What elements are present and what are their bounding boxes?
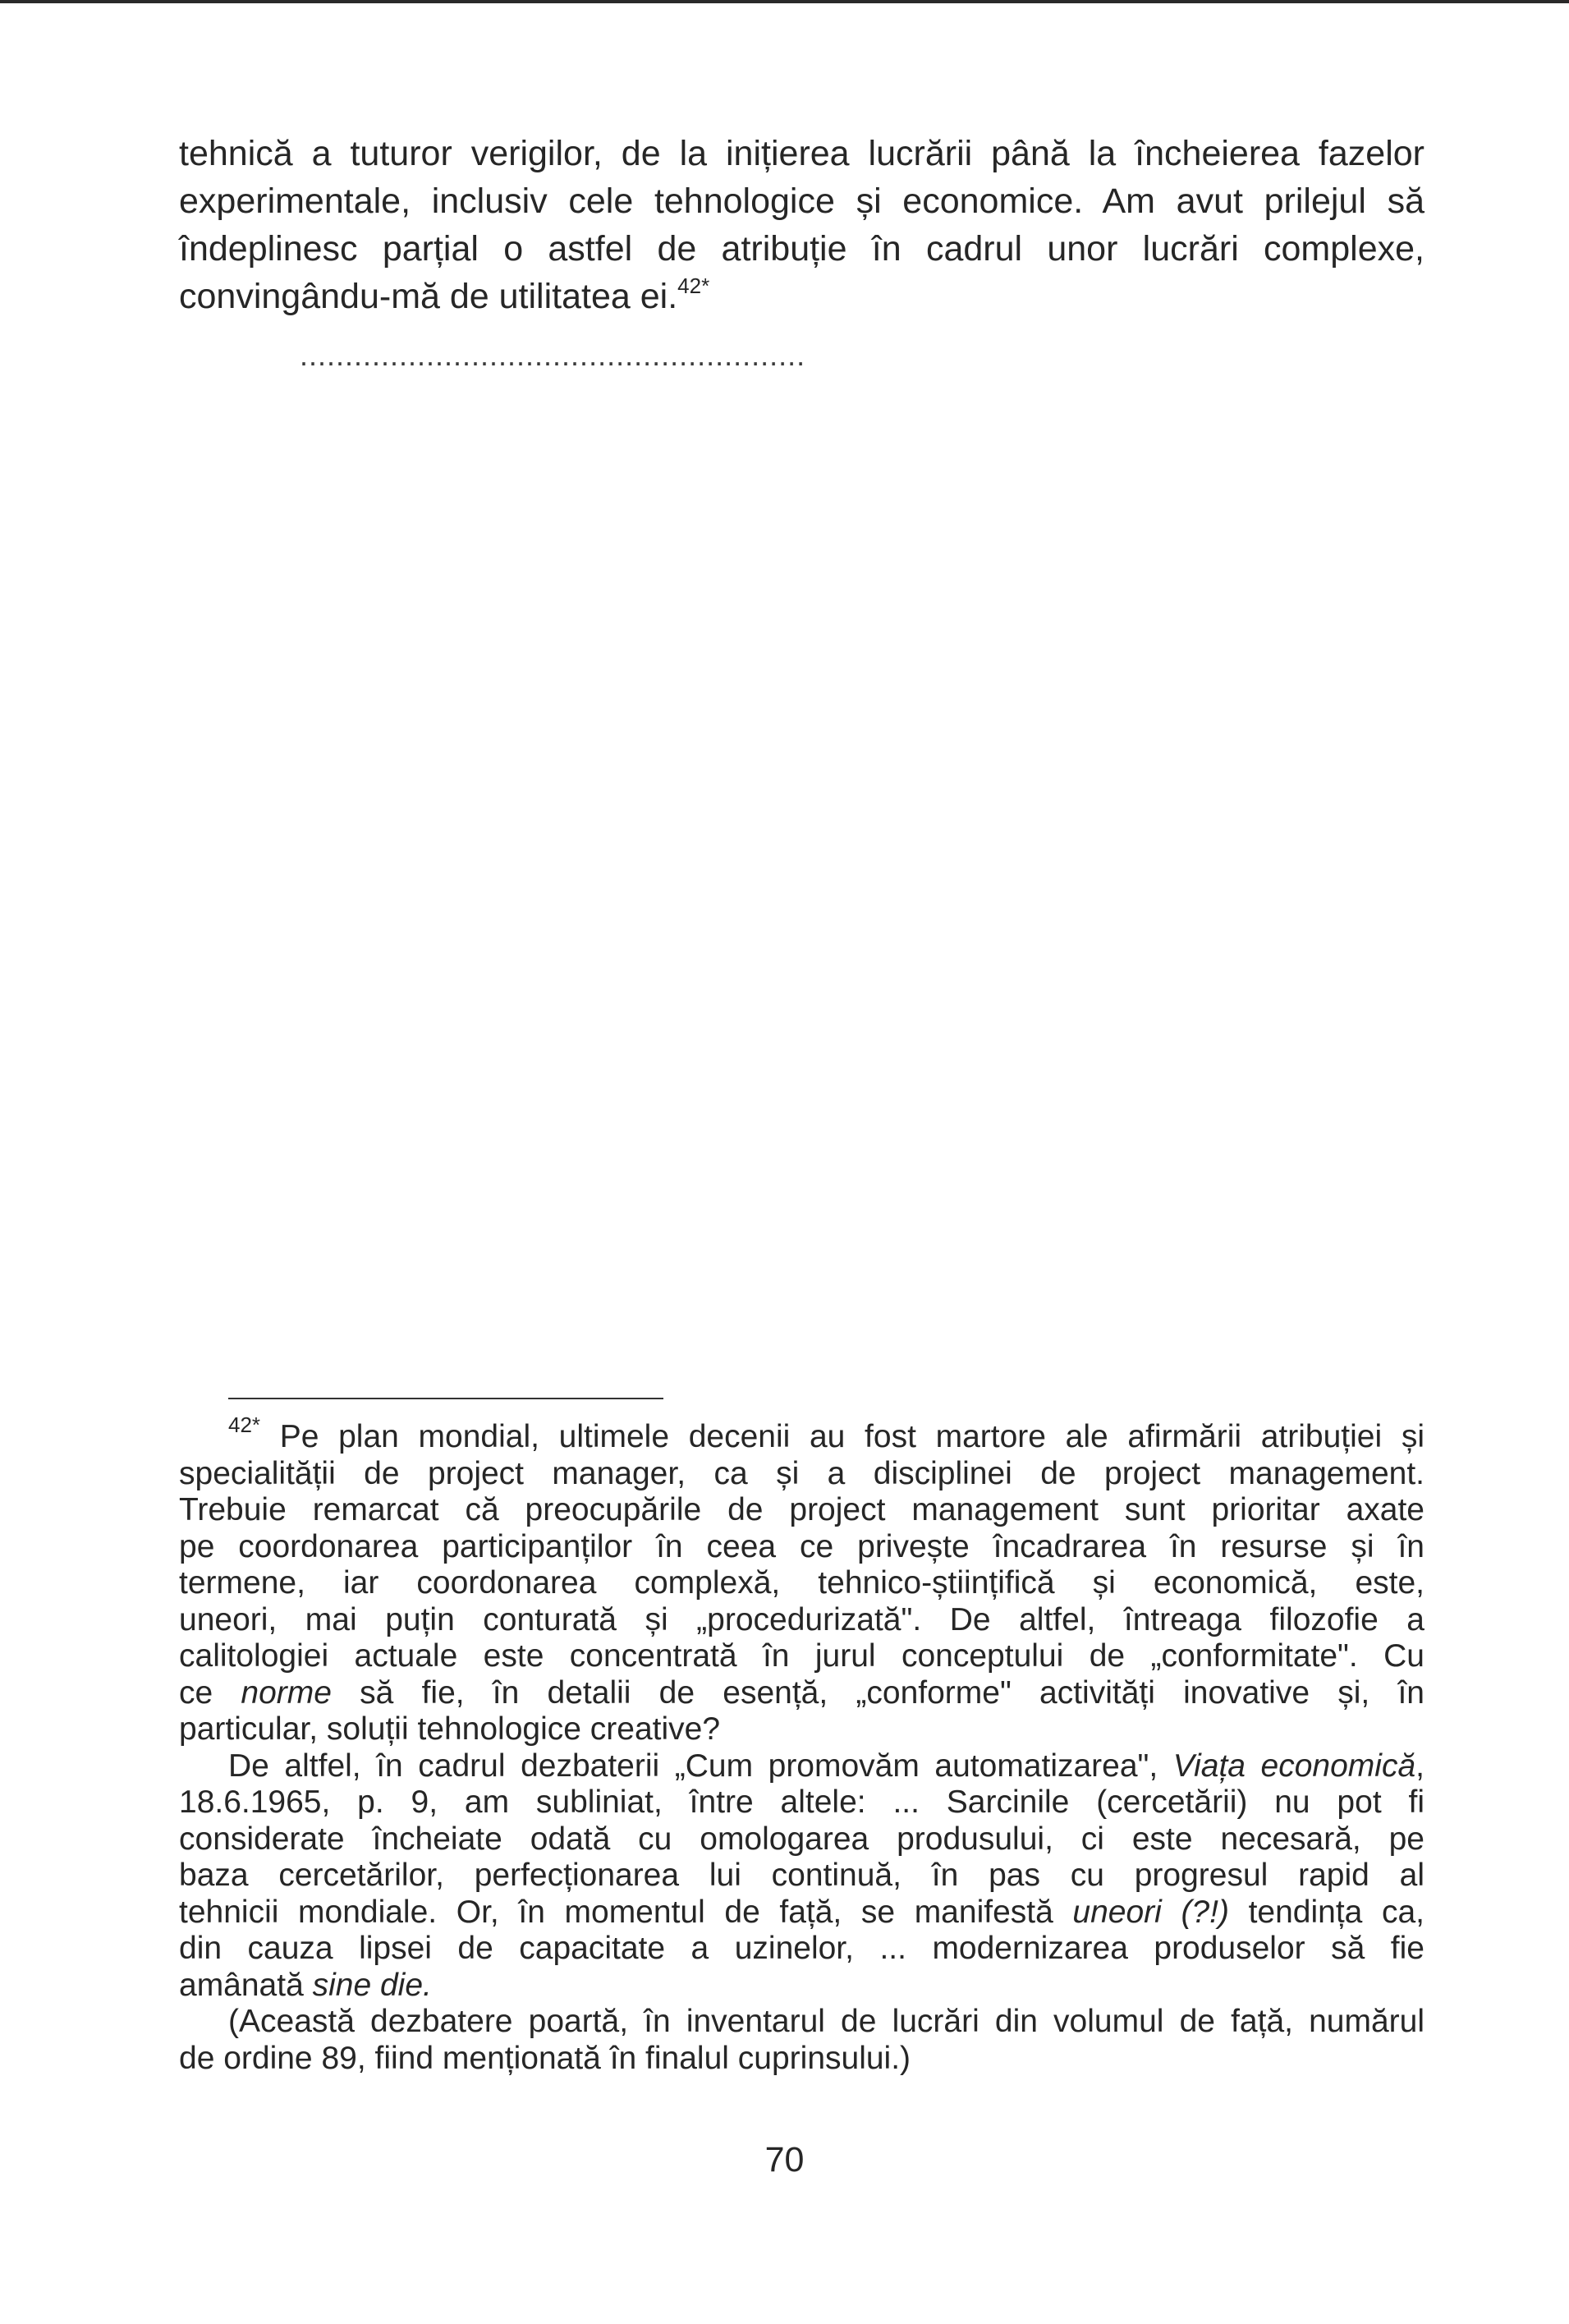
footnote-line (179, 1412, 1424, 1456)
body-line-3: îndeplinesc parțial o astfel de atribuție în cadrul unor lucrări complexe, (179, 229, 1424, 269)
emphasis-text: sine die. (312, 1967, 432, 2003)
body-line-1: tehnică a tuturor verigilor, de la inițierea lucrării până la încheierea fazelor (179, 134, 1424, 173)
footnote-line: specialității de project manager, ca și a disciplinei de project management. (179, 1455, 1424, 1491)
emphasis-text: Viața economică (1172, 1748, 1416, 1784)
footnote-line: de ordine 89, fiind menționată în finalul cuprinsului.) (179, 2040, 911, 2076)
footnote-text: amânată (179, 1967, 313, 2003)
emphasis-text: norme (241, 1674, 332, 1711)
footnote-line: considerate încheiate odată cu omologarea produsului, ci este necesară, pe (179, 1821, 1424, 1857)
body-line-2: experimentale, inclusiv cele tehnologice și economice. Am avut prilejul să (179, 181, 1424, 221)
footnote-text: tehnicii mondiale. Or, în momentul de față, se manifestă (179, 1894, 1073, 1930)
body-line-4-text: convingându-mă de utilitatea ei. (179, 277, 678, 316)
emphasis-text: uneori (?!) (1072, 1894, 1229, 1930)
footnote-marker: 42* (228, 1412, 261, 1437)
footnote-reference: 42* (677, 273, 710, 298)
footnote-line: baza cercetărilor, perfecționarea lui continuă, în pas cu progresul rapid al (179, 1858, 1424, 1893)
footnote-line: termene, iar coordonarea complexă, tehnico-științifică și economică, este, (179, 1565, 1424, 1601)
footnote-line: (Această dezbatere poartă, în inventarul de lucrări din volumul de față, numărul (228, 2004, 1424, 2039)
footnote-line: Trebuie remarcat că preocupările de project management sunt prioritar axate (179, 1492, 1424, 1527)
footnote (179, 1412, 1425, 2077)
footnote-line: particular, soluții tehnologice creative? (179, 1711, 721, 1747)
footnote-line (179, 1748, 1424, 1785)
footnote-text: De altfel, în cadrul dezbaterii „Cum promovăm automatizarea", (228, 1748, 1173, 1784)
footnote-line: din cauza lipsei de capacitate a uzinelor, ... modernizarea produselor să fie (179, 1931, 1424, 1966)
scan-top-edge (0, 0, 1569, 3)
footnote-line: calitologiei actuale este concentrată în jurul conceptului de „conformitate". Cu (179, 1638, 1424, 1674)
footnote-line: uneori, mai puțin conturată și „procedurizată". De altfel, întreaga filozofie a (179, 1601, 1424, 1637)
footnote-line (179, 1675, 1424, 1712)
footnote-text: să fie, în detalii de esență, „conforme" activități inovative și, în (331, 1674, 1424, 1711)
body-line-4 (179, 273, 1424, 320)
footnote-text: , (1415, 1748, 1424, 1784)
footnote-line: pe coordonarea participanților în ceea ce privește încadrarea în resurse și în (179, 1528, 1424, 1564)
footnote-text: tendința ca, (1228, 1894, 1425, 1930)
footnote-text: Pe plan mondial, ultimele decenii au fost martore ale afirmării atribuției și (260, 1419, 1424, 1454)
footnote-divider (228, 1398, 663, 1399)
footnote-text: ce (179, 1674, 241, 1711)
ellipsis-separator: ........................................................ (300, 338, 806, 372)
footnote-line: 18.6.1965, p. 9, am subliniat, între altele: ... Sarcinile (cercetării) nu pot fi (179, 1784, 1424, 1820)
footnote-line (179, 1968, 1424, 2005)
footnote-line (179, 1895, 1424, 1931)
page-number: 70 (764, 2140, 805, 2179)
body-paragraph (179, 130, 1424, 320)
